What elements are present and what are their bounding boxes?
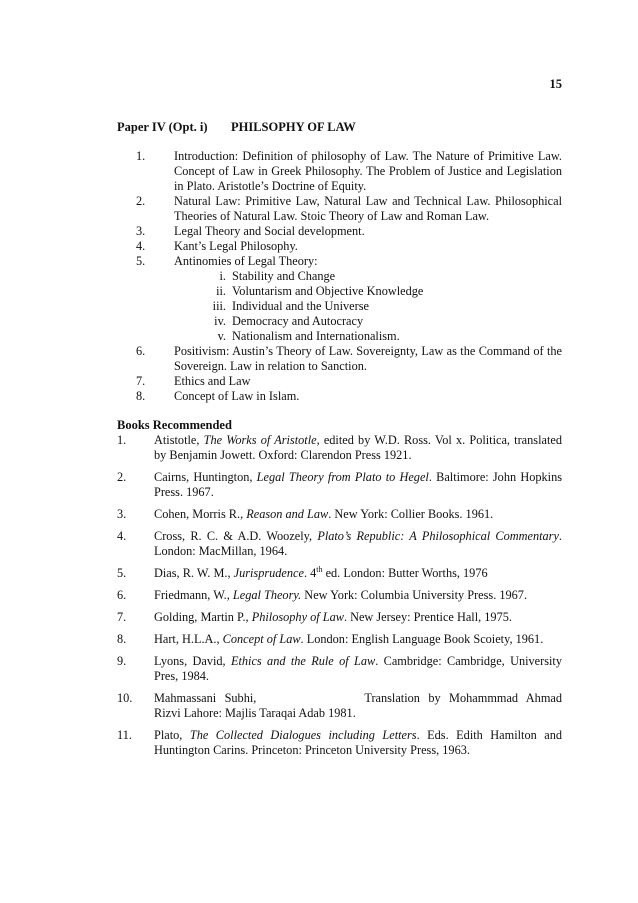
- item-number: 8.: [136, 389, 146, 403]
- book-entry: [117, 588, 562, 603]
- book-author: Hart, H.L.A.,: [154, 632, 223, 646]
- book-number: 7.: [117, 610, 127, 624]
- outline-item: [117, 224, 562, 239]
- book-author: Lyons, David,: [154, 654, 231, 668]
- paper-title-line: [117, 120, 356, 135]
- antinomy-text: Democracy and Autocracy: [232, 314, 364, 328]
- book-entry: [117, 632, 562, 647]
- book-title: The Collected Dialogues including Letters: [189, 728, 417, 742]
- antinomy-text: Nationalism and Internationalism.: [232, 329, 400, 343]
- book-author: Cross, R. C. & A.D. Woozely,: [154, 529, 318, 543]
- book-entry: [117, 566, 562, 581]
- antinomy-text: Stability and Change: [232, 269, 336, 283]
- outline-item: [117, 389, 562, 404]
- book-entry: [117, 507, 562, 522]
- item-text: Kant’s Legal Philosophy.: [174, 239, 298, 253]
- book-details: New York: Columbia University Press. 1967.: [301, 588, 528, 602]
- book-number: 3.: [117, 507, 127, 521]
- book-details: . New York: Collier Books. 1961.: [328, 507, 494, 521]
- item-number: 7.: [136, 374, 146, 388]
- book-number: 9.: [117, 654, 127, 668]
- book-details: , edited by W.D. Ross. Vol x. Politica, translated by Benjamin Jowett. Oxford: Clarendon Press 1921.: [154, 433, 562, 462]
- antinomy-item: [117, 284, 562, 299]
- book-title: Concept of Law: [222, 632, 301, 646]
- outline-item: [117, 239, 562, 254]
- item-number: 1.: [136, 149, 146, 163]
- book-number: 11.: [117, 728, 132, 742]
- book-entry: [117, 654, 562, 684]
- book-number: 4.: [117, 529, 127, 543]
- edition-superscript: th: [316, 564, 323, 574]
- antinomy-item: [117, 329, 562, 344]
- book-author: Atistotle,: [154, 433, 204, 447]
- roman-number: i.: [219, 269, 226, 283]
- book-author: Mahmassani Subhi,: [154, 691, 257, 705]
- outline-item: [117, 149, 562, 194]
- book-entry: [117, 728, 562, 758]
- outline-item: [117, 344, 562, 374]
- item-text: Ethics and Law: [174, 374, 251, 388]
- item-text: Concept of Law in Islam.: [174, 389, 300, 403]
- antinomy-text: Individual and the Universe: [232, 299, 369, 313]
- book-details: . London: English Language Book Scoiety, 1961.: [300, 632, 544, 646]
- antinomy-item: [117, 314, 562, 329]
- book-author: Cohen, Morris R.,: [154, 507, 247, 521]
- book-title: Legal Theory.: [232, 588, 302, 602]
- book-title: Jurisprudence: [233, 566, 304, 580]
- item-number: 6.: [136, 344, 146, 358]
- book-details: . London: MacMillan, 1964.: [154, 529, 562, 558]
- antinomy-item: [117, 299, 562, 314]
- book-details: ed. London: Butter Worths, 1976: [322, 566, 488, 580]
- roman-number: iii.: [212, 299, 226, 313]
- book-number: 1.: [117, 433, 127, 447]
- book-number: 10.: [117, 691, 133, 705]
- books-list: [117, 433, 562, 765]
- book-author: Friedmann, W.,: [154, 588, 233, 602]
- roman-number: ii.: [216, 284, 226, 298]
- book-edition: . 4: [303, 566, 317, 580]
- book-author: Dias, R. W. M.,: [154, 566, 234, 580]
- book-number: 8.: [117, 632, 127, 646]
- book-author: Cairns, Huntington,: [154, 470, 257, 484]
- item-number: 5.: [136, 254, 146, 268]
- item-number: 3.: [136, 224, 146, 238]
- book-details: . New Jersey: Prentice Hall, 1975.: [343, 610, 512, 624]
- book-details: Translation by Mohammmad Ahmad Rizvi Lahore: Majlis Taraqai Adab 1981.: [154, 691, 562, 720]
- antinomy-text: Voluntarism and Objective Knowledge: [232, 284, 424, 298]
- book-number: 2.: [117, 470, 127, 484]
- paper-label: Paper IV (Opt. i): [117, 120, 208, 134]
- roman-number: iv.: [214, 314, 226, 328]
- book-entry: [117, 470, 562, 500]
- book-number: 5.: [117, 566, 127, 580]
- roman-number: v.: [217, 329, 226, 343]
- book-author: Plato,: [154, 728, 190, 742]
- book-title: Reason and Law: [246, 507, 329, 521]
- book-number: 6.: [117, 588, 127, 602]
- outline-item: [117, 254, 562, 269]
- item-text: Legal Theory and Social development.: [174, 224, 365, 238]
- antinomy-list: [117, 269, 562, 344]
- books-heading: Books Recommended: [117, 418, 232, 432]
- outline-item: [117, 374, 562, 389]
- item-text: Antinomies of Legal Theory:: [174, 254, 318, 268]
- item-text: Introduction: Definition of philosophy of Law. The Nature of Primitive Law. Concept of Law in Greek Philosophy. The Problem of Justice and Legislation in Plato. Aristotle’s Doctrine of Equity.: [174, 149, 562, 193]
- book-title: Plato’s Republic: A Philosophical Commentary: [317, 529, 559, 543]
- book-details: . Eds. Edith Hamilton and Huntington Carins. Princeton: Princeton University Press, 1963.: [154, 728, 562, 757]
- page-number: 15: [549, 77, 562, 91]
- book-entry: [117, 691, 562, 721]
- book-details: . Cambridge: Cambridge, University Pres, 1984.: [154, 654, 562, 683]
- outline-item: [117, 194, 562, 224]
- book-author: Golding, Martin P.,: [154, 610, 252, 624]
- item-number: 2.: [136, 194, 146, 208]
- item-text: Natural Law: Primitive Law, Natural Law and Technical Law. Philosophical Theories of Natural Law. Stoic Theory of Law and Roman Law.: [174, 194, 562, 223]
- course-outline: [117, 149, 562, 404]
- item-number: 4.: [136, 239, 146, 253]
- book-title: Ethics and the Rule of Law: [230, 654, 376, 668]
- book-title: Legal Theory from Plato to Hegel: [256, 470, 429, 484]
- book-details: . Baltimore: John Hopkins Press. 1967.: [154, 470, 563, 499]
- book-entry: [117, 610, 562, 625]
- item-text: Positivism: Austin’s Theory of Law. Sovereignty, Law as the Command of the Sovereign. Law in relation to Sanction.: [174, 344, 562, 373]
- book-entry: [117, 529, 562, 559]
- book-title: Philosophy of Law: [251, 610, 344, 624]
- antinomy-item: [117, 269, 562, 284]
- book-entry: [117, 433, 562, 463]
- paper-title: PHILSOPHY OF LAW: [231, 120, 356, 134]
- book-title: The Works of Aristotle: [203, 433, 317, 447]
